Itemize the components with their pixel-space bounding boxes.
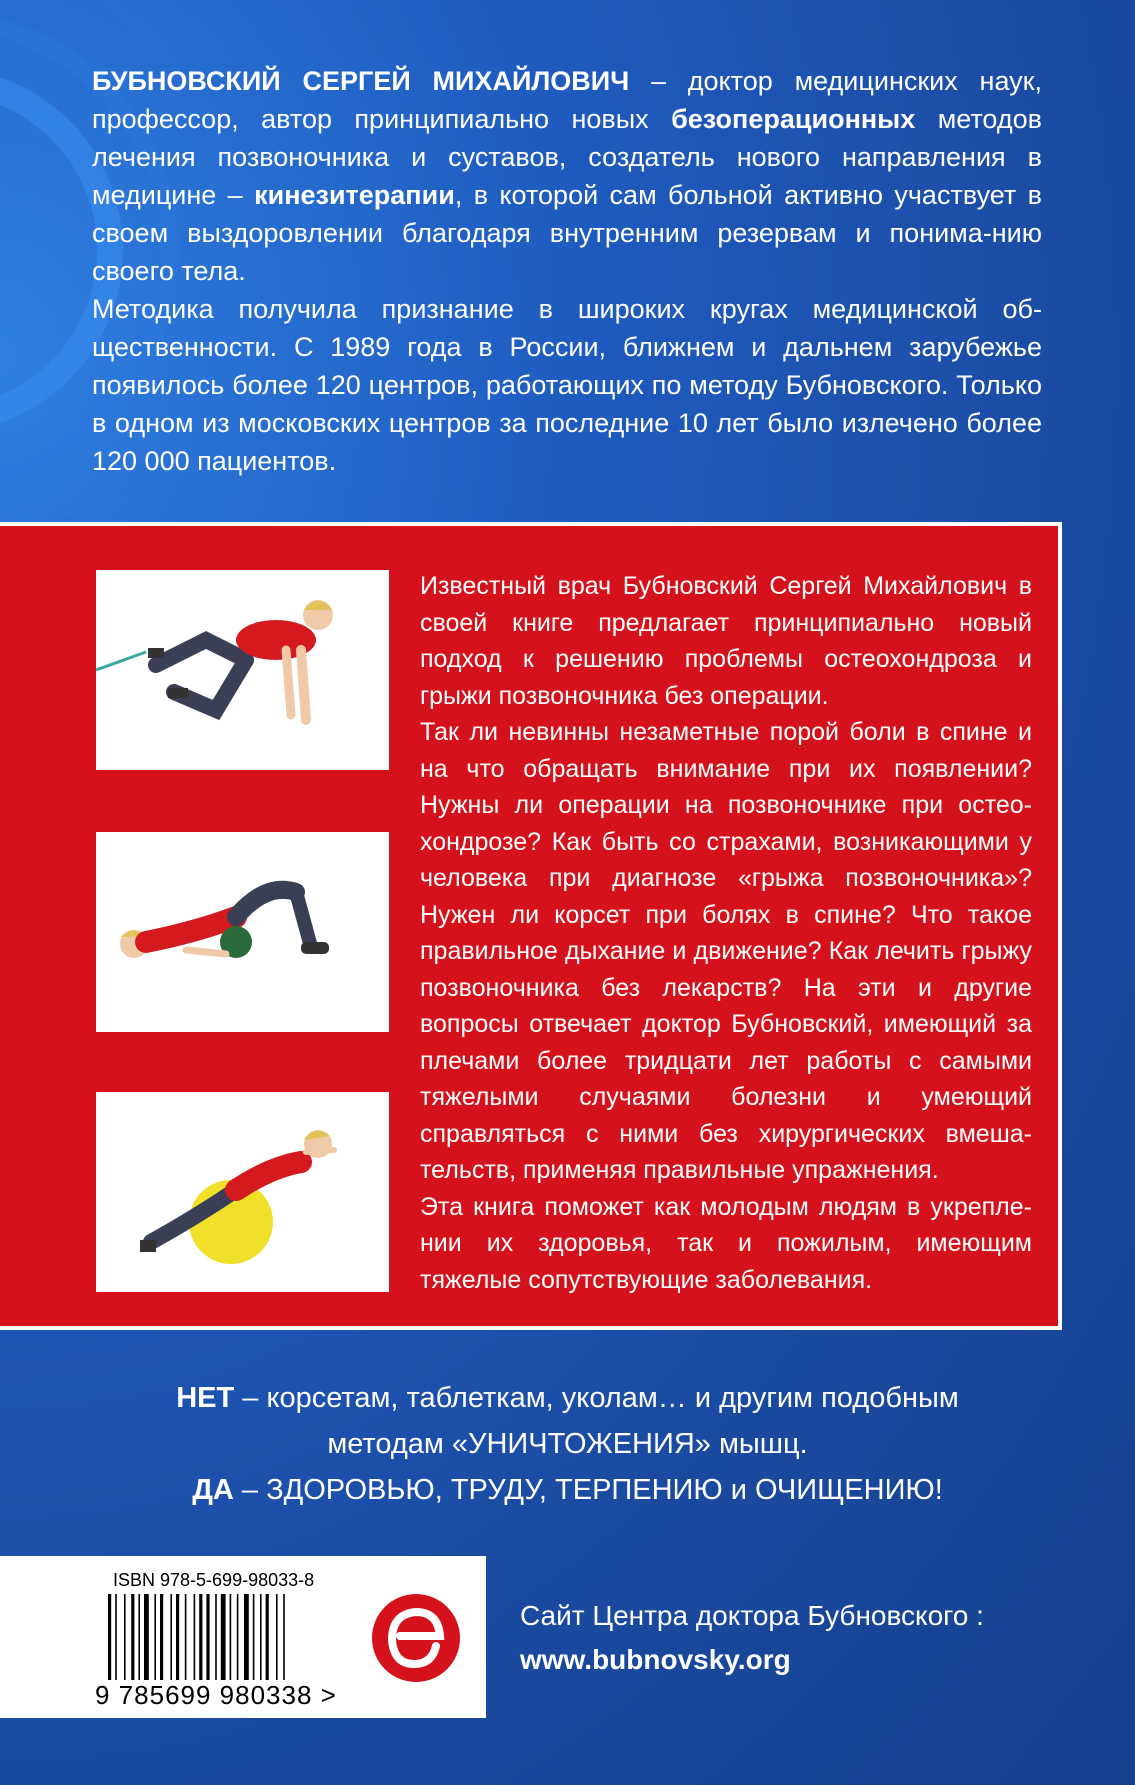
barcode-bar	[131, 1594, 134, 1680]
author-bio-paragraph-2: Методика получила признание в широких кругах медицинской об-щественности. С 1989 года в России, ближнем и дальнем зарубежье появилось более 120 центров, работающих по методу Бубновского. Только в одном из московских центров за последние 10 лет было излечено более 120 000 пациентов.	[92, 294, 1042, 476]
slogan-yes-line: ДА – ЗДОРОВЬЮ, ТРУДУ, ТЕРПЕНИЮ и ОЧИЩЕНИЮ!	[192, 1474, 943, 1506]
description-paragraph-2: Так ли невинны незаметные порой боли в спине и на что обращать внимание при их появлении? Нужны ли операции на позвоночнике при остео-хондрозе? Как быть со страхами, возникающими у человека при диагнозе «грыжа позвоночника»? Нужен ли корсет при болях в спине? Что такое правильное дыхание и движение? Как лечить грыжу позвоночника без лекарств? На эти и другие вопросы отвечает доктор Бубновский, имеющий за плечами более тридцати лет работы с самыми тяжелыми случаями болезни и умеющий справляться с ними без хирургических вмеша-тельств, применяя правильные упражнения.	[420, 718, 1032, 1184]
barcode-bar	[185, 1594, 187, 1680]
barcode-bar	[215, 1594, 217, 1680]
publisher-logo-icon	[370, 1592, 462, 1684]
barcode-bar	[237, 1594, 239, 1680]
barcode-bar	[115, 1594, 117, 1680]
barcode-bar	[144, 1594, 149, 1680]
slogan-no-line-2: методам «УНИЧТОЖЕНИЯ» мышц.	[327, 1428, 808, 1460]
description-paragraph-3: Эта книга поможет как молодым людям в укрепле-нии их здоровья, так и пожилым, имеющим тяжелые сопутствующие заболевания.	[420, 1192, 1032, 1294]
barcode-panel	[0, 1556, 486, 1718]
slogan	[0, 1375, 1135, 1513]
barcode-bar	[138, 1594, 140, 1680]
barcode-bar	[176, 1594, 179, 1680]
author-bio	[92, 62, 1042, 480]
barcode-bar	[283, 1594, 285, 1680]
barcode-bar	[206, 1594, 209, 1680]
barcode-bar	[108, 1594, 111, 1680]
barcode-bar	[194, 1594, 196, 1680]
website-label: Сайт Центра доктора Бубновского :	[520, 1600, 984, 1631]
barcode-icon	[108, 1594, 338, 1682]
barcode-bar	[253, 1594, 255, 1680]
barcode-bar	[160, 1594, 163, 1680]
barcode-bar	[260, 1594, 262, 1680]
barcode-bar	[170, 1594, 172, 1680]
barcode-bar	[124, 1594, 126, 1680]
barcode-bar	[266, 1594, 269, 1680]
description-paragraph-1: Известный врач Бубновский Сергей Михайлович в своей книге предлагает принципиально новый подход к решению проблемы остеохондроза и грыжи позвоночника без операции.	[420, 572, 1032, 710]
barcode-digits: 9 785699 980338 >	[95, 1680, 337, 1710]
barcode-bar	[199, 1594, 202, 1680]
author-name: БУБНОВСКИЙ СЕРГЕЙ МИХАЙЛОВИЧ	[92, 66, 630, 96]
website-info	[520, 1594, 984, 1682]
exercise-photo-bridge-ball	[96, 832, 389, 1032]
slogan-no-line: НЕТ – корсетам, таблеткам, уколам… и другим подобным	[176, 1382, 959, 1414]
exercise-photo-band-kneeling	[96, 570, 389, 770]
website-url[interactable]: www.bubnovsky.org	[520, 1644, 791, 1675]
author-bio-paragraph-1: БУБНОВСКИЙ СЕРГЕЙ МИХАЙЛОВИЧ – доктор медицинских наук, профессор, автор принципиально новых безоперационных методов лечения позвоночника и суставов, создатель нового направления в медицине – кинезитерапии, в которой сам больной активно участвует в своем выздоровлении благодаря внутренним резервам и понима-нию своего тела.	[92, 66, 1042, 286]
barcode-bar	[221, 1594, 226, 1680]
barcode-bar	[230, 1594, 232, 1680]
exercise-photo-fitball-extension	[96, 1092, 389, 1292]
isbn-text: ISBN 978-5-699-98033-8	[113, 1570, 315, 1590]
barcode-bar	[154, 1594, 156, 1680]
book-description	[420, 568, 1032, 1298]
barcode-bar	[244, 1594, 249, 1680]
barcode-bar	[276, 1594, 278, 1680]
